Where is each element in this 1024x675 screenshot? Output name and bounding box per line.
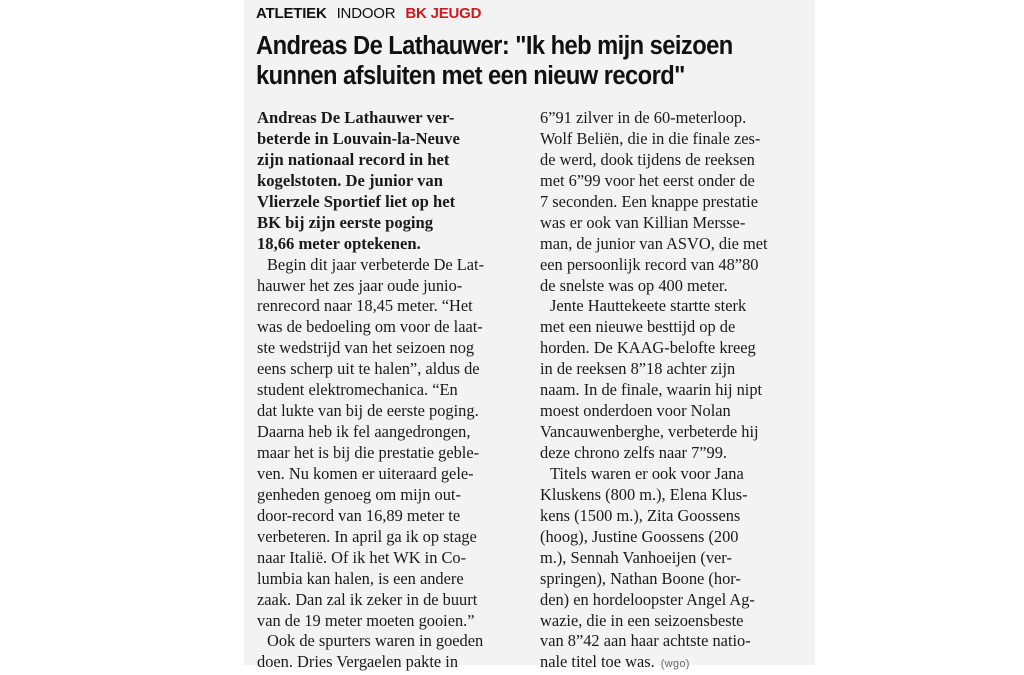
body-line: wazie, die in een seizoensbeste — [540, 610, 744, 630]
body-line: man, de junior van ASVO, die met — [540, 233, 768, 253]
body-line: zaak. Dan zal ik zeker in de buurt — [257, 589, 478, 609]
body-line: Kluskens (800 m.), Elena Klus- — [540, 484, 748, 504]
body-line: Ook de spurters waren in goeden — [267, 631, 484, 651]
body-line: in de reeksen 8”18 achter zijn — [540, 359, 736, 379]
article-column-1 — [257, 108, 525, 673]
kicker — [256, 5, 487, 25]
body-line: kens (1500 m.), Zita Goossens — [540, 505, 741, 525]
body-line: maar het is bij die prestatie geble- — [257, 443, 480, 462]
body-line: 6”91 zilver in de 60-meterloop. — [540, 108, 747, 127]
body-line: Titels waren er ook voor Jana — [550, 463, 744, 483]
body-line: verbeteren. In april ga ik op stage — [257, 526, 477, 546]
byline: (wgo) — [660, 658, 690, 671]
body-line: genheden genoeg om mijn out- — [257, 484, 461, 504]
body-line: springen), Nathan Boone (hor- — [540, 568, 741, 588]
article-column-2 — [540, 108, 808, 673]
body-line: moest onderdoen voor Nolan — [540, 401, 731, 421]
body-line: eens scherp uit te halen”, aldus de — [257, 359, 480, 379]
lead-line: Vlierzele Sportief liet op het — [257, 191, 456, 211]
body-line: Vancauwenberghe, verbeterde hij — [540, 422, 759, 442]
body-line: student elektromechanica. “En — [257, 380, 458, 400]
body-line: m.), Sennah Vanhoeijen (ver- — [540, 547, 732, 567]
body-line: de snelste was op 400 meter. — [540, 275, 728, 295]
body-line: hauwer het zes jaar oude junio- — [257, 275, 463, 295]
lead-line: beterde in Louvain-la-Neuve — [257, 128, 460, 148]
lead-line: zijn nationaal record in het — [257, 149, 450, 169]
lead-line: kogelstoten. De junior van — [257, 170, 443, 190]
body-line: een persoonlijk record van 48”80 — [540, 254, 759, 274]
lead-line: Andreas De Lathauwer ver- — [257, 108, 455, 127]
body-line: naar Italië. Of ik het WK in Co- — [257, 547, 467, 567]
body-line: de werd, dook tijdens de reeksen — [540, 149, 755, 169]
body-line: door-record van 16,89 meter te — [257, 505, 461, 525]
body-line: deze chrono zelfs naar 7”99. — [540, 443, 728, 462]
body-line: met 6”99 voor het eerst onder de — [540, 170, 755, 190]
kicker-sub: INDOOR — [336, 5, 396, 22]
body-line: Wolf Beliën, die in die finale zes- — [540, 128, 761, 148]
headline-line: kunnen afsluiten met een nieuw record" — [256, 62, 685, 90]
body-line: Jente Hauttekeete startte sterk — [550, 296, 747, 316]
body-line: 7 seconden. Een knappe prestatie — [540, 191, 759, 211]
body-line: was er ook van Killian Mersse- — [540, 212, 746, 232]
body-line: naam. In de finale, waarin hij nipt — [540, 380, 763, 400]
body-line: dat lukte van bij de eerste poging. — [257, 401, 479, 421]
body-line: (hoog), Justine Goossens (200 — [540, 526, 739, 546]
kicker-section: ATLETIEK — [256, 5, 327, 22]
body-line: Daarna heb ik fel aangedrongen, — [257, 422, 471, 442]
body-line: Begin dit jaar verbeterde De Lat- — [267, 254, 485, 274]
lead-line: 18,66 meter optekenen. — [257, 233, 421, 253]
body-line: ven. Nu komen er uiteraard gele- — [257, 463, 474, 483]
body-line: was de bedoeling om voor de laat- — [257, 317, 483, 337]
last-line — [540, 652, 808, 673]
body-line: nale titel toe was. — [540, 652, 655, 672]
body-line: den) en hordeloopster Angel Ag- — [540, 589, 755, 609]
body-line: met een nieuwe besttijd op de — [540, 317, 736, 337]
headline-line: Andreas De Lathauwer: "Ik heb mijn seizoen — [256, 32, 733, 60]
newspaper-clipping — [244, 0, 815, 672]
body-line: horden. De KAAG-belofte kreeg — [540, 338, 756, 358]
lead-line: BK bij zijn eerste poging — [257, 212, 434, 232]
body-line: lumbia kan halen, is een andere — [257, 568, 464, 588]
headline — [256, 31, 768, 91]
kicker-tag: BK JEUGD — [405, 5, 482, 22]
body-line: renrecord naar 18,45 meter. “Het — [257, 296, 473, 316]
body-line: van 8”42 aan haar achtste natio- — [540, 631, 751, 651]
body-line: doen. Dries Vergaelen pakte in — [257, 652, 459, 672]
body-line: ste wedstrijd van het seizoen nog — [257, 338, 475, 358]
body-line: van de 19 meter moeten gooien.” — [257, 610, 475, 630]
